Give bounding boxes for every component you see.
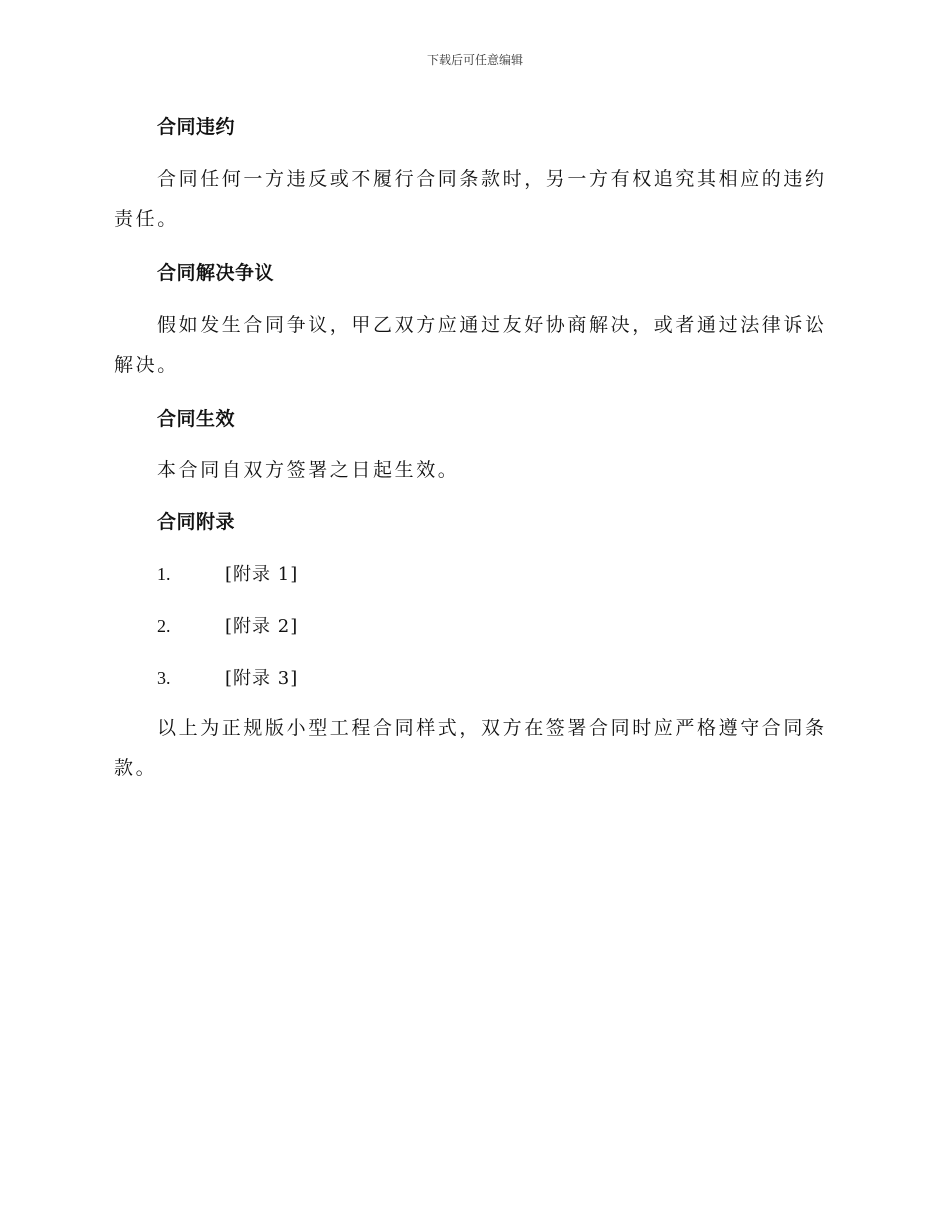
section-paragraph-breach: 合同任何一方违反或不履行合同条款时，另一方有权追究其相应的违约责任。 bbox=[114, 168, 827, 230]
list-item-text: [附录 2] bbox=[225, 616, 299, 637]
closing-paragraph: 以上为正规版小型工程合同样式，双方在签署合同时应严格遵守合同条款。 bbox=[114, 717, 827, 779]
list-item bbox=[157, 666, 298, 691]
page-header: 下载后可任意编辑 bbox=[426, 53, 523, 67]
list-item-text: [附录 1] bbox=[225, 564, 299, 585]
list-item bbox=[157, 614, 298, 639]
list-item bbox=[157, 562, 298, 587]
list-item-text: [附录 3] bbox=[225, 668, 299, 689]
section-heading-effective: 合同生效 bbox=[157, 408, 236, 430]
section-heading-breach: 合同违约 bbox=[157, 116, 236, 138]
section-paragraph-dispute: 假如发生合同争议，甲乙双方应通过友好协商解决，或者通过法律诉讼解决。 bbox=[114, 314, 827, 376]
list-item-number: 1. bbox=[157, 564, 171, 584]
section-heading-appendix: 合同附录 bbox=[157, 511, 236, 533]
section-paragraph-effective: 本合同自双方签署之日起生效。 bbox=[157, 459, 460, 481]
section-heading-dispute: 合同解决争议 bbox=[157, 262, 275, 284]
list-item-number: 3. bbox=[157, 668, 171, 688]
list-item-number: 2. bbox=[157, 616, 171, 636]
